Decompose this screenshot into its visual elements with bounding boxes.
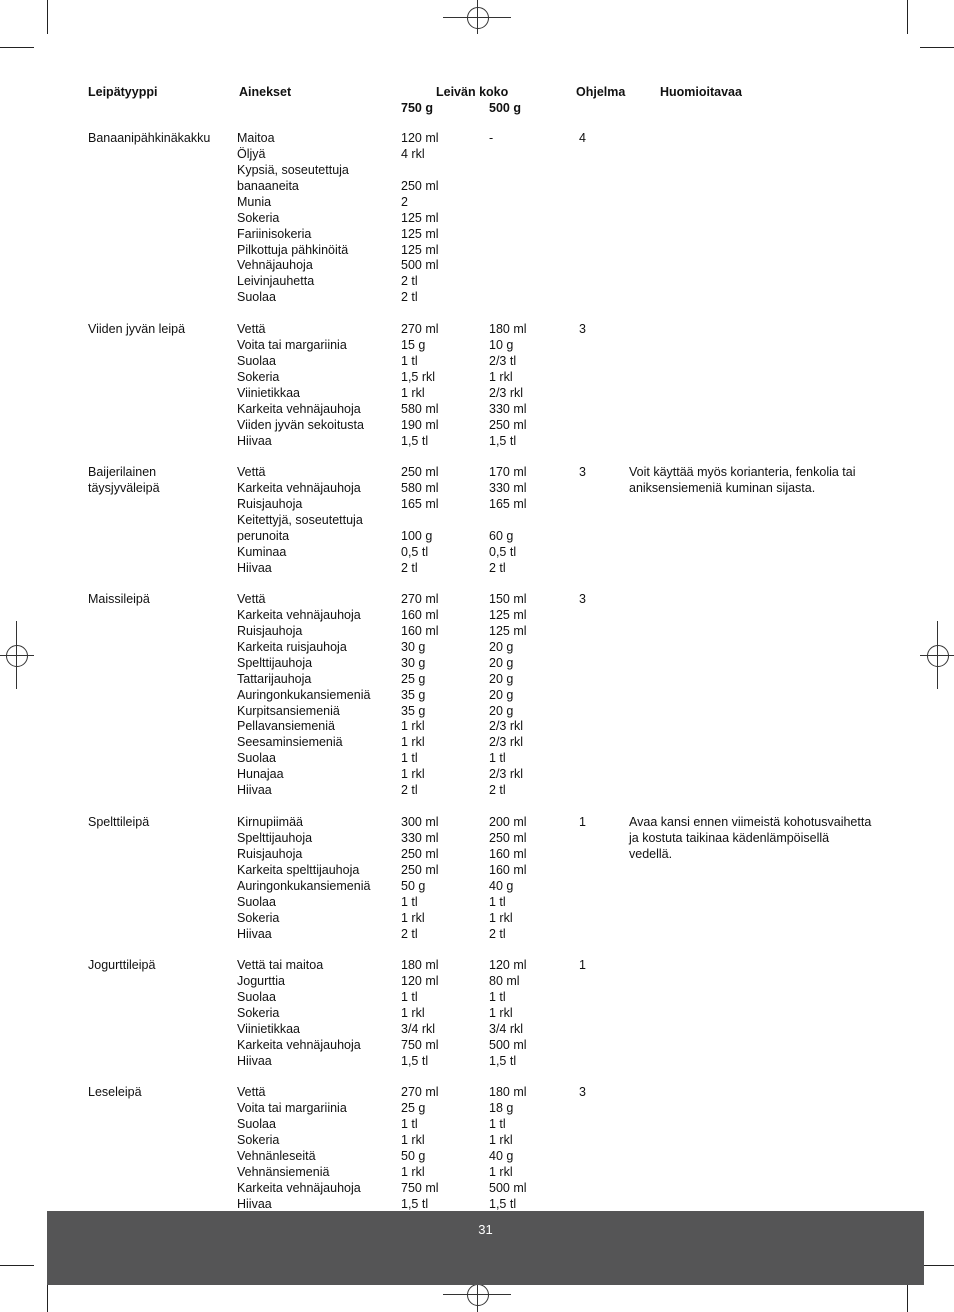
amount-750g: 100 g [401,528,433,543]
amount-750g: 35 g [401,703,426,718]
ingredient-name: Suolaa [237,751,276,766]
ingredient-name: Öljyä [237,146,266,161]
amount-750g: 165 ml [401,496,439,511]
bread-type-name: Baijerilainen [88,465,157,479]
header-size-500: 500 g [489,101,521,115]
amount-750g: 30 g [401,655,426,670]
amount-750g: 1 rkl [401,719,425,734]
header-program: Ohjelma [576,85,626,99]
ingredient-name: Voita tai margariinia [237,337,347,352]
amount-500g: 1 rkl [489,910,513,925]
amount-750g: 160 ml [401,607,439,622]
ingredient-name: Seesaminsiemeniä [237,735,343,750]
amount-500g: 160 ml [489,846,527,861]
amount-750g: 190 ml [401,417,439,432]
amount-750g: 1 rkl [401,910,425,925]
program-number: 4 [579,131,586,145]
amount-750g: 50 g [401,878,426,893]
ingredient-name: Suolaa [237,290,276,305]
amount-500g: 250 ml [489,830,527,845]
header-ingredients: Ainekset [239,85,292,99]
crop-mark [920,1265,954,1266]
amount-500g: 170 ml [489,465,527,479]
amount-750g: 1 rkl [401,1164,425,1179]
ingredient-name: Viinietikkaa [237,1021,301,1036]
amount-750g: 1 tl [401,989,418,1004]
program-number: 3 [579,1085,586,1099]
amount-500g: - [489,131,494,145]
amount-750g: 250 ml [401,178,439,193]
amount-750g: 1 tl [401,894,418,909]
ingredient-name: Vettä [237,592,266,606]
ingredient-name: Viinietikkaa [237,385,301,400]
ingredient-name: Hiivaa [237,433,272,448]
crop-mark [0,1265,34,1266]
ingredient-name: banaaneita [237,178,299,193]
ingredient-name: Jogurttia [237,973,285,988]
amount-500g: 10 g [489,337,514,352]
ingredient-name: Hiivaa [237,1053,272,1068]
amount-500g: 2/3 rkl [489,735,524,750]
amount-750g: 1 tl [401,353,418,368]
amount-750g: 1 rkl [401,1132,425,1147]
amount-500g: 20 g [489,687,514,702]
amount-500g: 60 g [489,528,514,543]
ingredient-name: Maitoa [237,131,275,145]
header-bread-type: Leipätyyppi [88,85,158,99]
amount-500g: 125 ml [489,623,527,638]
amount-500g: 1 rkl [489,1164,513,1179]
amount-500g: 1 tl [489,989,506,1004]
amount-750g: 2 tl [401,926,418,941]
amount-750g: 750 ml [401,1180,439,1195]
amount-750g: 50 g [401,1148,426,1163]
amount-500g: 1 rkl [489,1005,513,1020]
amount-500g: 2/3 rkl [489,719,524,734]
amount-750g: 330 ml [401,830,439,845]
amount-750g: 270 ml [401,322,439,336]
ingredient-name: Vettä [237,322,266,336]
amount-750g: 1,5 tl [401,433,429,448]
amount-500g: 150 ml [489,592,527,606]
amount-750g: 2 tl [401,274,418,289]
amount-500g: 1 tl [489,1116,506,1131]
amount-750g: 1,5 tl [401,1053,429,1068]
amount-500g: 1,5 tl [489,1196,517,1211]
amount-750g: 2 [401,194,408,209]
program-number: 1 [579,815,586,829]
program-number: 3 [579,322,586,336]
bread-type-name: Banaanipähkinäkakku [88,131,211,145]
recipe-note: Avaa kansi ennen viimeistä kohotusvaihetta ja kostuta taikinaa kädenlämpöisellä vedellä. [629,815,872,861]
ingredient-name: Suolaa [237,353,276,368]
bread-type-name: Maissileipä [88,592,150,606]
amount-750g: 2 tl [401,560,418,575]
crop-mark [47,0,48,34]
amount-750g: 300 ml [401,815,439,829]
ingredient-name: Ruisjauhoja [237,623,303,638]
amount-750g: 125 ml [401,242,439,257]
amount-750g: 25 g [401,671,426,686]
amount-500g: 40 g [489,878,514,893]
ingredient-name: Kurpitsansiemeniä [237,703,340,718]
ingredient-name: Spelttijauhoja [237,655,313,670]
amount-750g: 1 tl [401,751,418,766]
ingredient-name: Vehnänleseitä [237,1148,316,1163]
amount-750g: 1 rkl [401,385,425,400]
ingredient-name: Hiivaa [237,560,272,575]
amount-750g: 1 tl [401,1116,418,1131]
amount-750g: 1 rkl [401,1005,425,1020]
amount-750g: 1,5 tl [401,1196,429,1211]
bread-type-name: Spelttileipä [88,815,150,829]
crop-mark [0,47,34,48]
bread-type-name: Jogurttileipä [88,958,156,972]
ingredient-name: Munia [237,194,272,209]
ingredient-name: Karkeita spelttijauhoja [237,862,360,877]
amount-750g: 1 rkl [401,767,425,782]
amount-500g: 20 g [489,655,514,670]
ingredient-name: Hiivaa [237,926,272,941]
ingredient-name: Spelttijauhoja [237,830,313,845]
ingredient-name: Kypsiä, soseutettuja [237,162,349,177]
ingredient-name: Fariinisokeria [237,226,312,241]
ingredient-name: Auringonkukansiemeniä [237,878,371,893]
ingredient-name: Karkeita vehnäjauhoja [237,401,361,416]
amount-750g: 580 ml [401,480,439,495]
page-number: 31 [478,1222,493,1237]
amount-750g: 120 ml [401,973,439,988]
header-notes: Huomioitavaa [660,85,742,99]
amount-750g: 1,5 rkl [401,369,436,384]
ingredient-name: Sokeria [237,210,280,225]
amount-500g: 20 g [489,703,514,718]
ingredient-name: Sokeria [237,1132,280,1147]
ingredient-name: perunoita [237,528,290,543]
amount-750g: 125 ml [401,226,439,241]
ingredient-name: Karkeita vehnäjauhoja [237,480,361,495]
amount-500g: 18 g [489,1100,514,1115]
amount-500g: 160 ml [489,862,527,877]
header-size-750: 750 g [401,101,433,115]
amount-500g: 1 tl [489,751,506,766]
amount-500g: 180 ml [489,322,527,336]
amount-500g: 1,5 tl [489,433,517,448]
crop-mark [907,0,908,34]
program-number: 3 [579,592,586,606]
amount-750g: 180 ml [401,958,439,972]
amount-750g: 250 ml [401,846,439,861]
program-number: 3 [579,465,586,479]
amount-750g: 125 ml [401,210,439,225]
ingredient-name: Karkeita ruisjauhoja [237,639,347,654]
ingredient-name: Voita tai margariinia [237,1100,347,1115]
amount-500g: 2 tl [489,926,506,941]
ingredient-name: Tattarijauhoja [237,671,312,686]
amount-500g: 180 ml [489,1085,527,1099]
amount-750g: 250 ml [401,862,439,877]
header-loaf-size: Leivän koko [436,85,509,99]
amount-750g: 30 g [401,639,426,654]
amount-750g: 0,5 tl [401,544,429,559]
amount-500g: 20 g [489,671,514,686]
amount-500g: 2/3 rkl [489,767,524,782]
amount-500g: 500 ml [489,1037,527,1052]
footer-bar [47,1211,924,1285]
amount-500g: 1 tl [489,894,506,909]
ingredient-name: Vehnäjauhoja [237,258,313,273]
ingredient-name: Kirnupiimää [237,815,304,829]
ingredient-name: Vettä tai maitoa [237,958,324,972]
amount-500g: 330 ml [489,401,527,416]
amount-500g: 500 ml [489,1180,527,1195]
amount-500g: 200 ml [489,815,527,829]
ingredient-name: Ruisjauhoja [237,496,303,511]
amount-750g: 270 ml [401,592,439,606]
amount-750g: 250 ml [401,465,439,479]
program-number: 1 [579,958,586,972]
ingredient-name: Vettä [237,1085,266,1099]
ingredient-name: Keitettyjä, soseutettuja [237,512,363,527]
ingredient-name: Hiivaa [237,783,272,798]
ingredient-name: Sokeria [237,369,280,384]
ingredient-name: Suolaa [237,894,276,909]
ingredient-name: Kuminaa [237,544,287,559]
ingredient-name: Karkeita vehnäjauhoja [237,1180,361,1195]
amount-500g: 2 tl [489,783,506,798]
ingredient-name: Pellavansiemeniä [237,719,335,734]
amount-750g: 35 g [401,687,426,702]
amount-500g: 330 ml [489,480,527,495]
ingredient-name: Vehnänsiemeniä [237,1164,330,1179]
amount-750g: 500 ml [401,258,439,273]
amount-750g: 3/4 rkl [401,1021,436,1036]
ingredient-name: Sokeria [237,910,280,925]
amount-500g: 165 ml [489,496,527,511]
amount-500g: 80 ml [489,973,520,988]
ingredient-name: Leivinjauhetta [237,274,315,289]
amount-500g: 20 g [489,639,514,654]
ingredient-name: Auringonkukansiemeniä [237,687,371,702]
crop-mark [920,47,954,48]
amount-500g: 250 ml [489,417,527,432]
bread-type-name: täysjyväleipä [88,480,160,495]
ingredient-name: Viiden jyvän sekoitusta [237,417,364,432]
ingredient-name: Ruisjauhoja [237,846,303,861]
amount-500g: 40 g [489,1148,514,1163]
ingredient-name: Pilkottuja pähkinöitä [237,242,349,257]
amount-500g: 125 ml [489,607,527,622]
ingredient-name: Hunajaa [237,767,284,782]
ingredient-name: Karkeita vehnäjauhoja [237,607,361,622]
amount-500g: 3/4 rkl [489,1021,524,1036]
amount-750g: 160 ml [401,623,439,638]
ingredient-name: Suolaa [237,1116,276,1131]
amount-750g: 120 ml [401,131,439,145]
amount-750g: 15 g [401,337,426,352]
amount-750g: 4 rkl [401,146,425,161]
amount-500g: 2/3 tl [489,353,517,368]
ingredient-name: Suolaa [237,989,276,1004]
recipe-note: Voit käyttää myös korianteria, fenkolia tai aniksensiemeniä kuminan sijasta. [629,465,856,495]
ingredient-name: Karkeita vehnäjauhoja [237,1037,361,1052]
bread-type-name: Viiden jyvän leipä [88,322,186,336]
amount-500g: 0,5 tl [489,544,517,559]
amount-500g: 1 rkl [489,369,513,384]
amount-500g: 120 ml [489,958,527,972]
ingredient-name: Vettä [237,465,266,479]
ingredient-name: Hiivaa [237,1196,272,1211]
amount-750g: 580 ml [401,401,439,416]
amount-500g: 1 rkl [489,1132,513,1147]
ingredient-name: Sokeria [237,1005,280,1020]
bread-type-name: Leseleipä [88,1085,142,1099]
amount-500g: 1,5 tl [489,1053,517,1068]
amount-500g: 2/3 rkl [489,385,524,400]
amount-750g: 2 tl [401,290,418,305]
amount-750g: 270 ml [401,1085,439,1099]
amount-500g: 2 tl [489,560,506,575]
amount-750g: 750 ml [401,1037,439,1052]
amount-750g: 25 g [401,1100,426,1115]
amount-750g: 1 rkl [401,735,425,750]
amount-750g: 2 tl [401,783,418,798]
